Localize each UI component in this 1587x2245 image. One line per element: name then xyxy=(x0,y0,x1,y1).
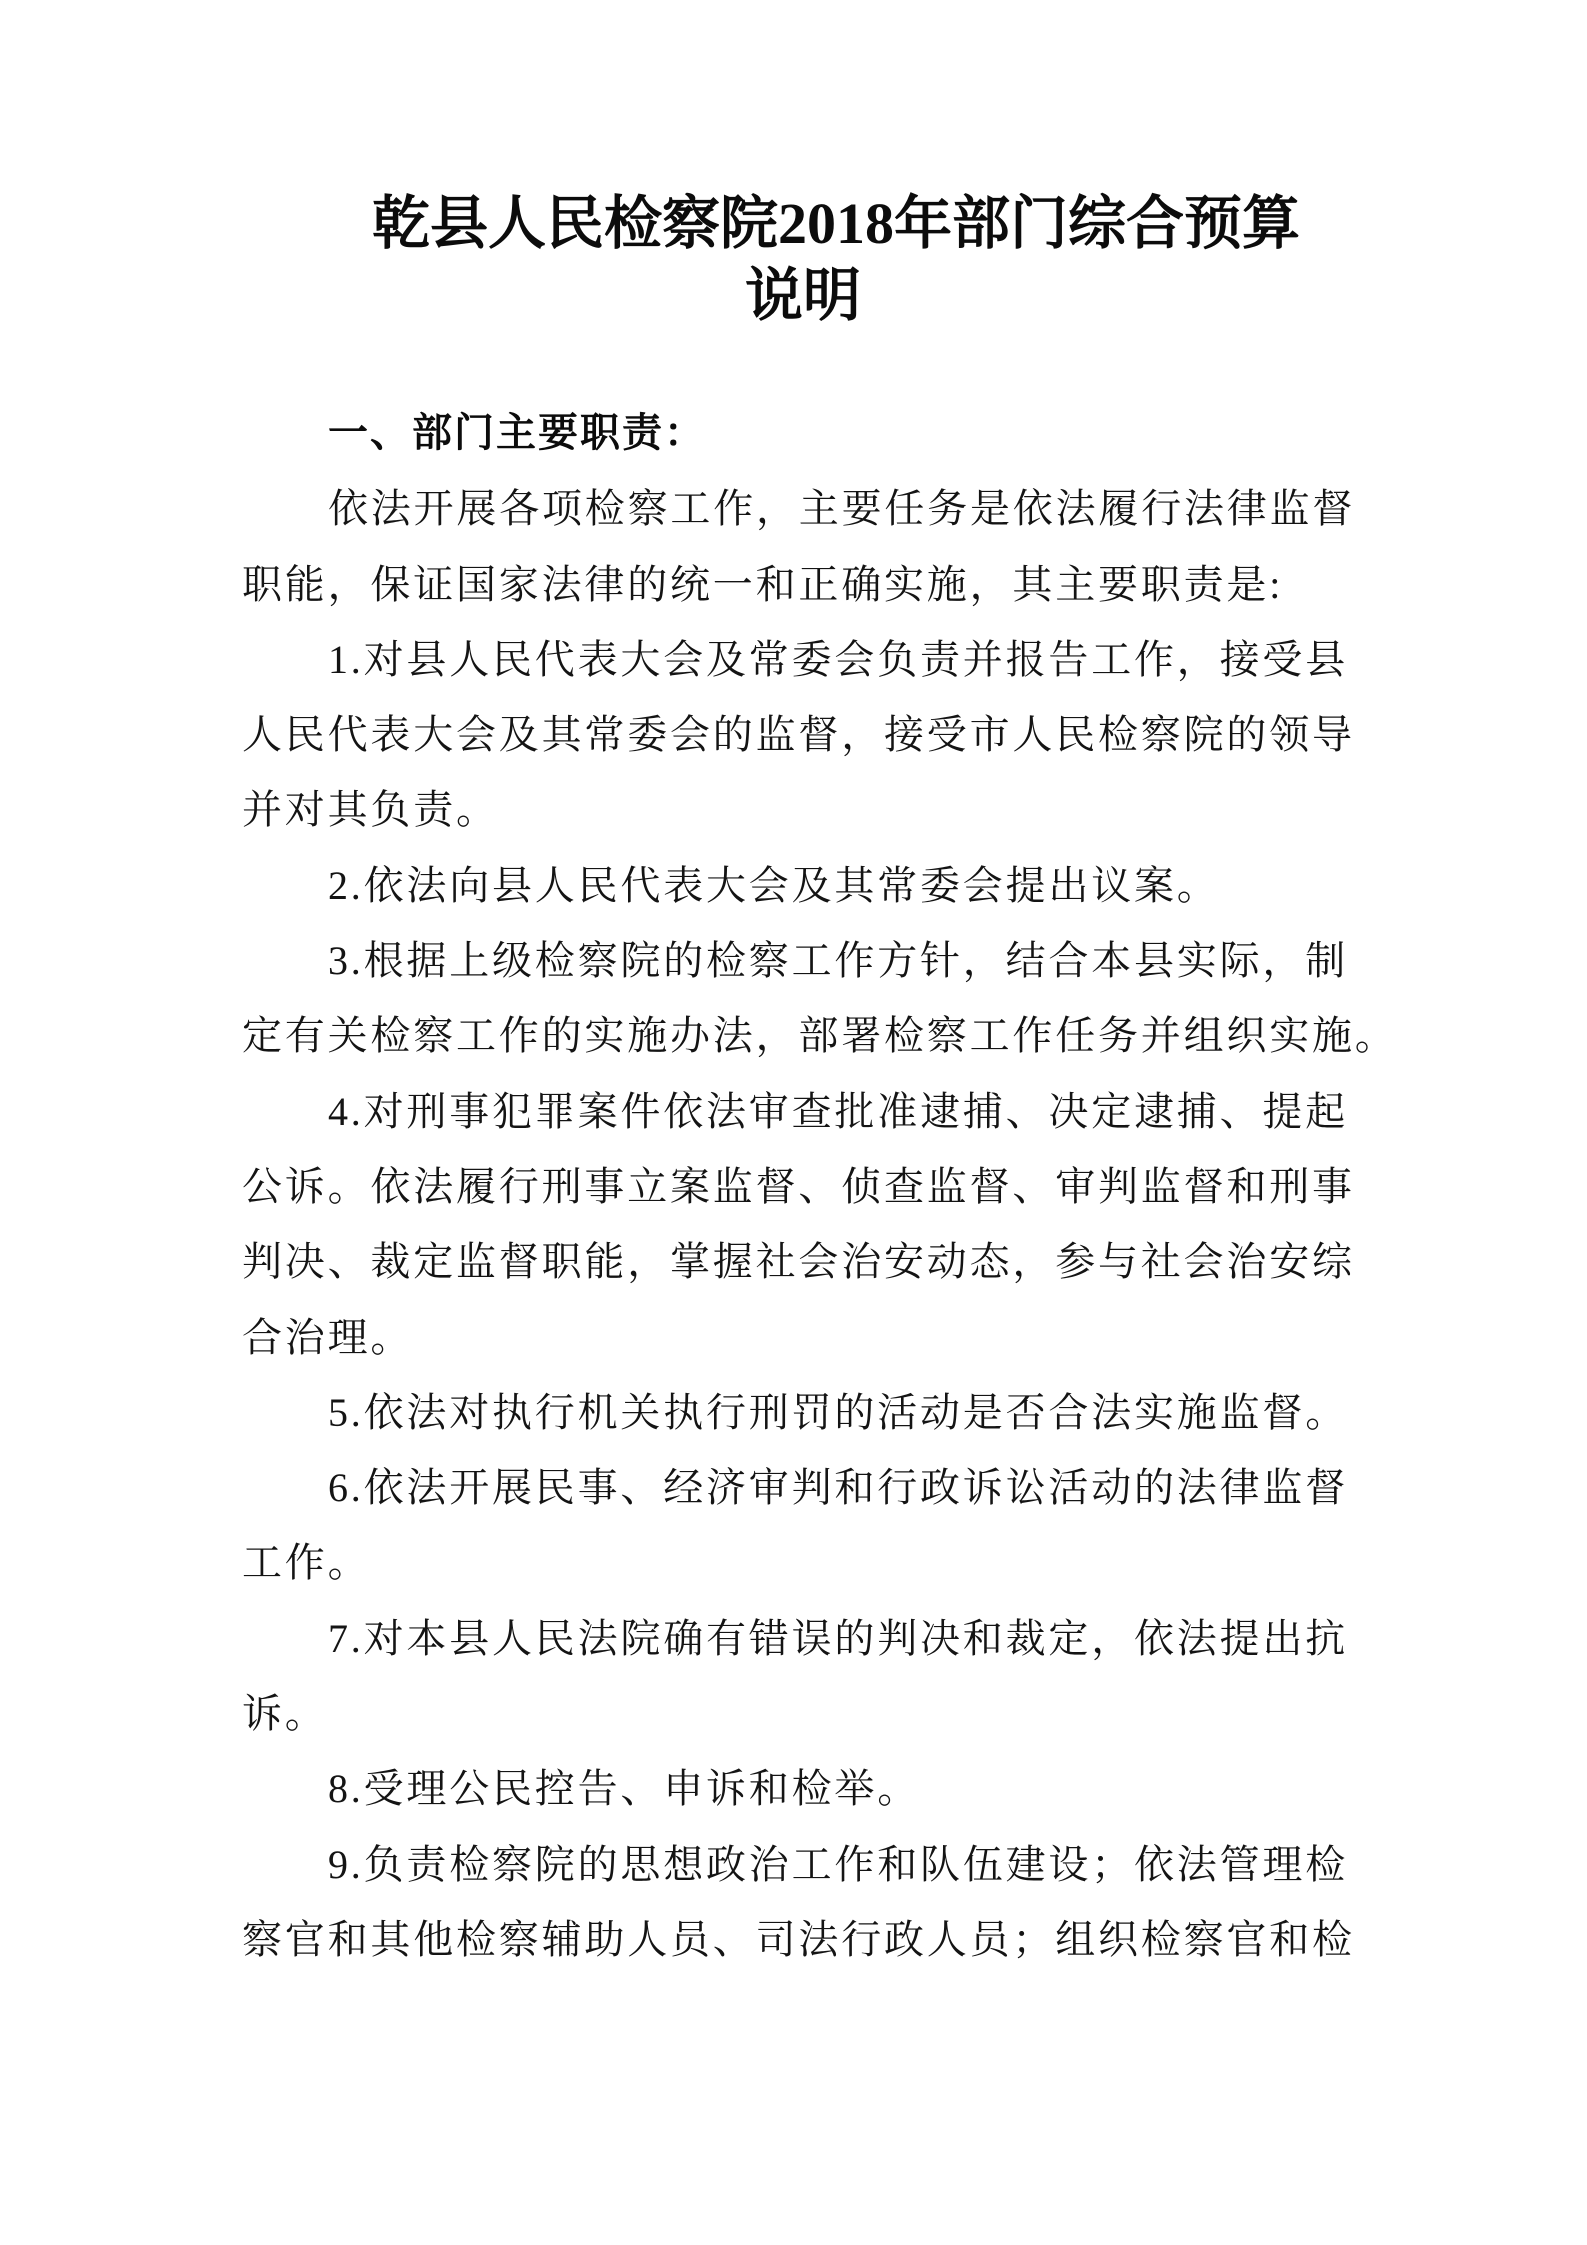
paragraph-line: 人民代表大会及其常委会的监督，接受市人民检察院的领导 xyxy=(242,712,1355,758)
title-line-2: 说明 xyxy=(745,263,862,328)
paragraph-line: 判决、裁定监督职能，掌握社会治安动态，参与社会治安综 xyxy=(242,1239,1355,1285)
paragraph-line: 9.负责检察院的思想政治工作和队伍建设；依法管理检 xyxy=(328,1841,1348,1887)
paragraph-line: 8.受理公民控告、申诉和检举。 xyxy=(328,1766,920,1812)
paragraph-line: 公诉。依法履行刑事立案监督、侦查监督、审判监督和刑事 xyxy=(242,1163,1355,1209)
paragraph-line: 工作。 xyxy=(242,1540,371,1586)
paragraph-line: 察官和其他检察辅助人员、司法行政人员；组织检察官和检 xyxy=(242,1916,1355,1962)
paragraph-line: 职能，保证国家法律的统一和正确实施，其主要职责是: xyxy=(242,561,1284,607)
paragraph-line: 7.对本县人民法院确有错误的判决和裁定，依法提出抗 xyxy=(328,1615,1348,1661)
paragraph-line: 并对其负责。 xyxy=(242,787,499,833)
paragraph-line: 定有关检察工作的实施办法，部署检察工作任务并组织实施。 xyxy=(242,1013,1398,1059)
paragraph-line: 诉。 xyxy=(242,1691,328,1737)
document-body xyxy=(242,396,1482,1977)
paragraph-line: 4.对刑事犯罪案件依法审查批准逮捕、决定逮捕、提起 xyxy=(328,1088,1348,1134)
section-heading: 一、部门主要职责： xyxy=(328,411,706,455)
paragraph-line: 2.依法向县人民代表大会及其常委会提出议案。 xyxy=(328,862,1220,908)
paragraph-line: 合治理。 xyxy=(242,1314,414,1360)
title-line-1: 乾县人民检察院2018年部门综合预算 xyxy=(372,191,1301,256)
paragraph-line: 3.根据上级检察院的检察工作方针，结合本县实际，制 xyxy=(328,938,1348,984)
paragraph-line: 5.依法对执行机关执行刑罚的活动是否合法实施监督。 xyxy=(328,1389,1348,1435)
paragraph-line: 1.对县人民代表大会及常委会负责并报告工作，接受县 xyxy=(328,636,1348,682)
paragraph-line: 6.依法开展民事、经济审判和行政诉讼活动的法律监督 xyxy=(328,1465,1348,1511)
paragraph-line: 依法开展各项检察工作，主要任务是依法履行法律监督 xyxy=(328,486,1356,532)
